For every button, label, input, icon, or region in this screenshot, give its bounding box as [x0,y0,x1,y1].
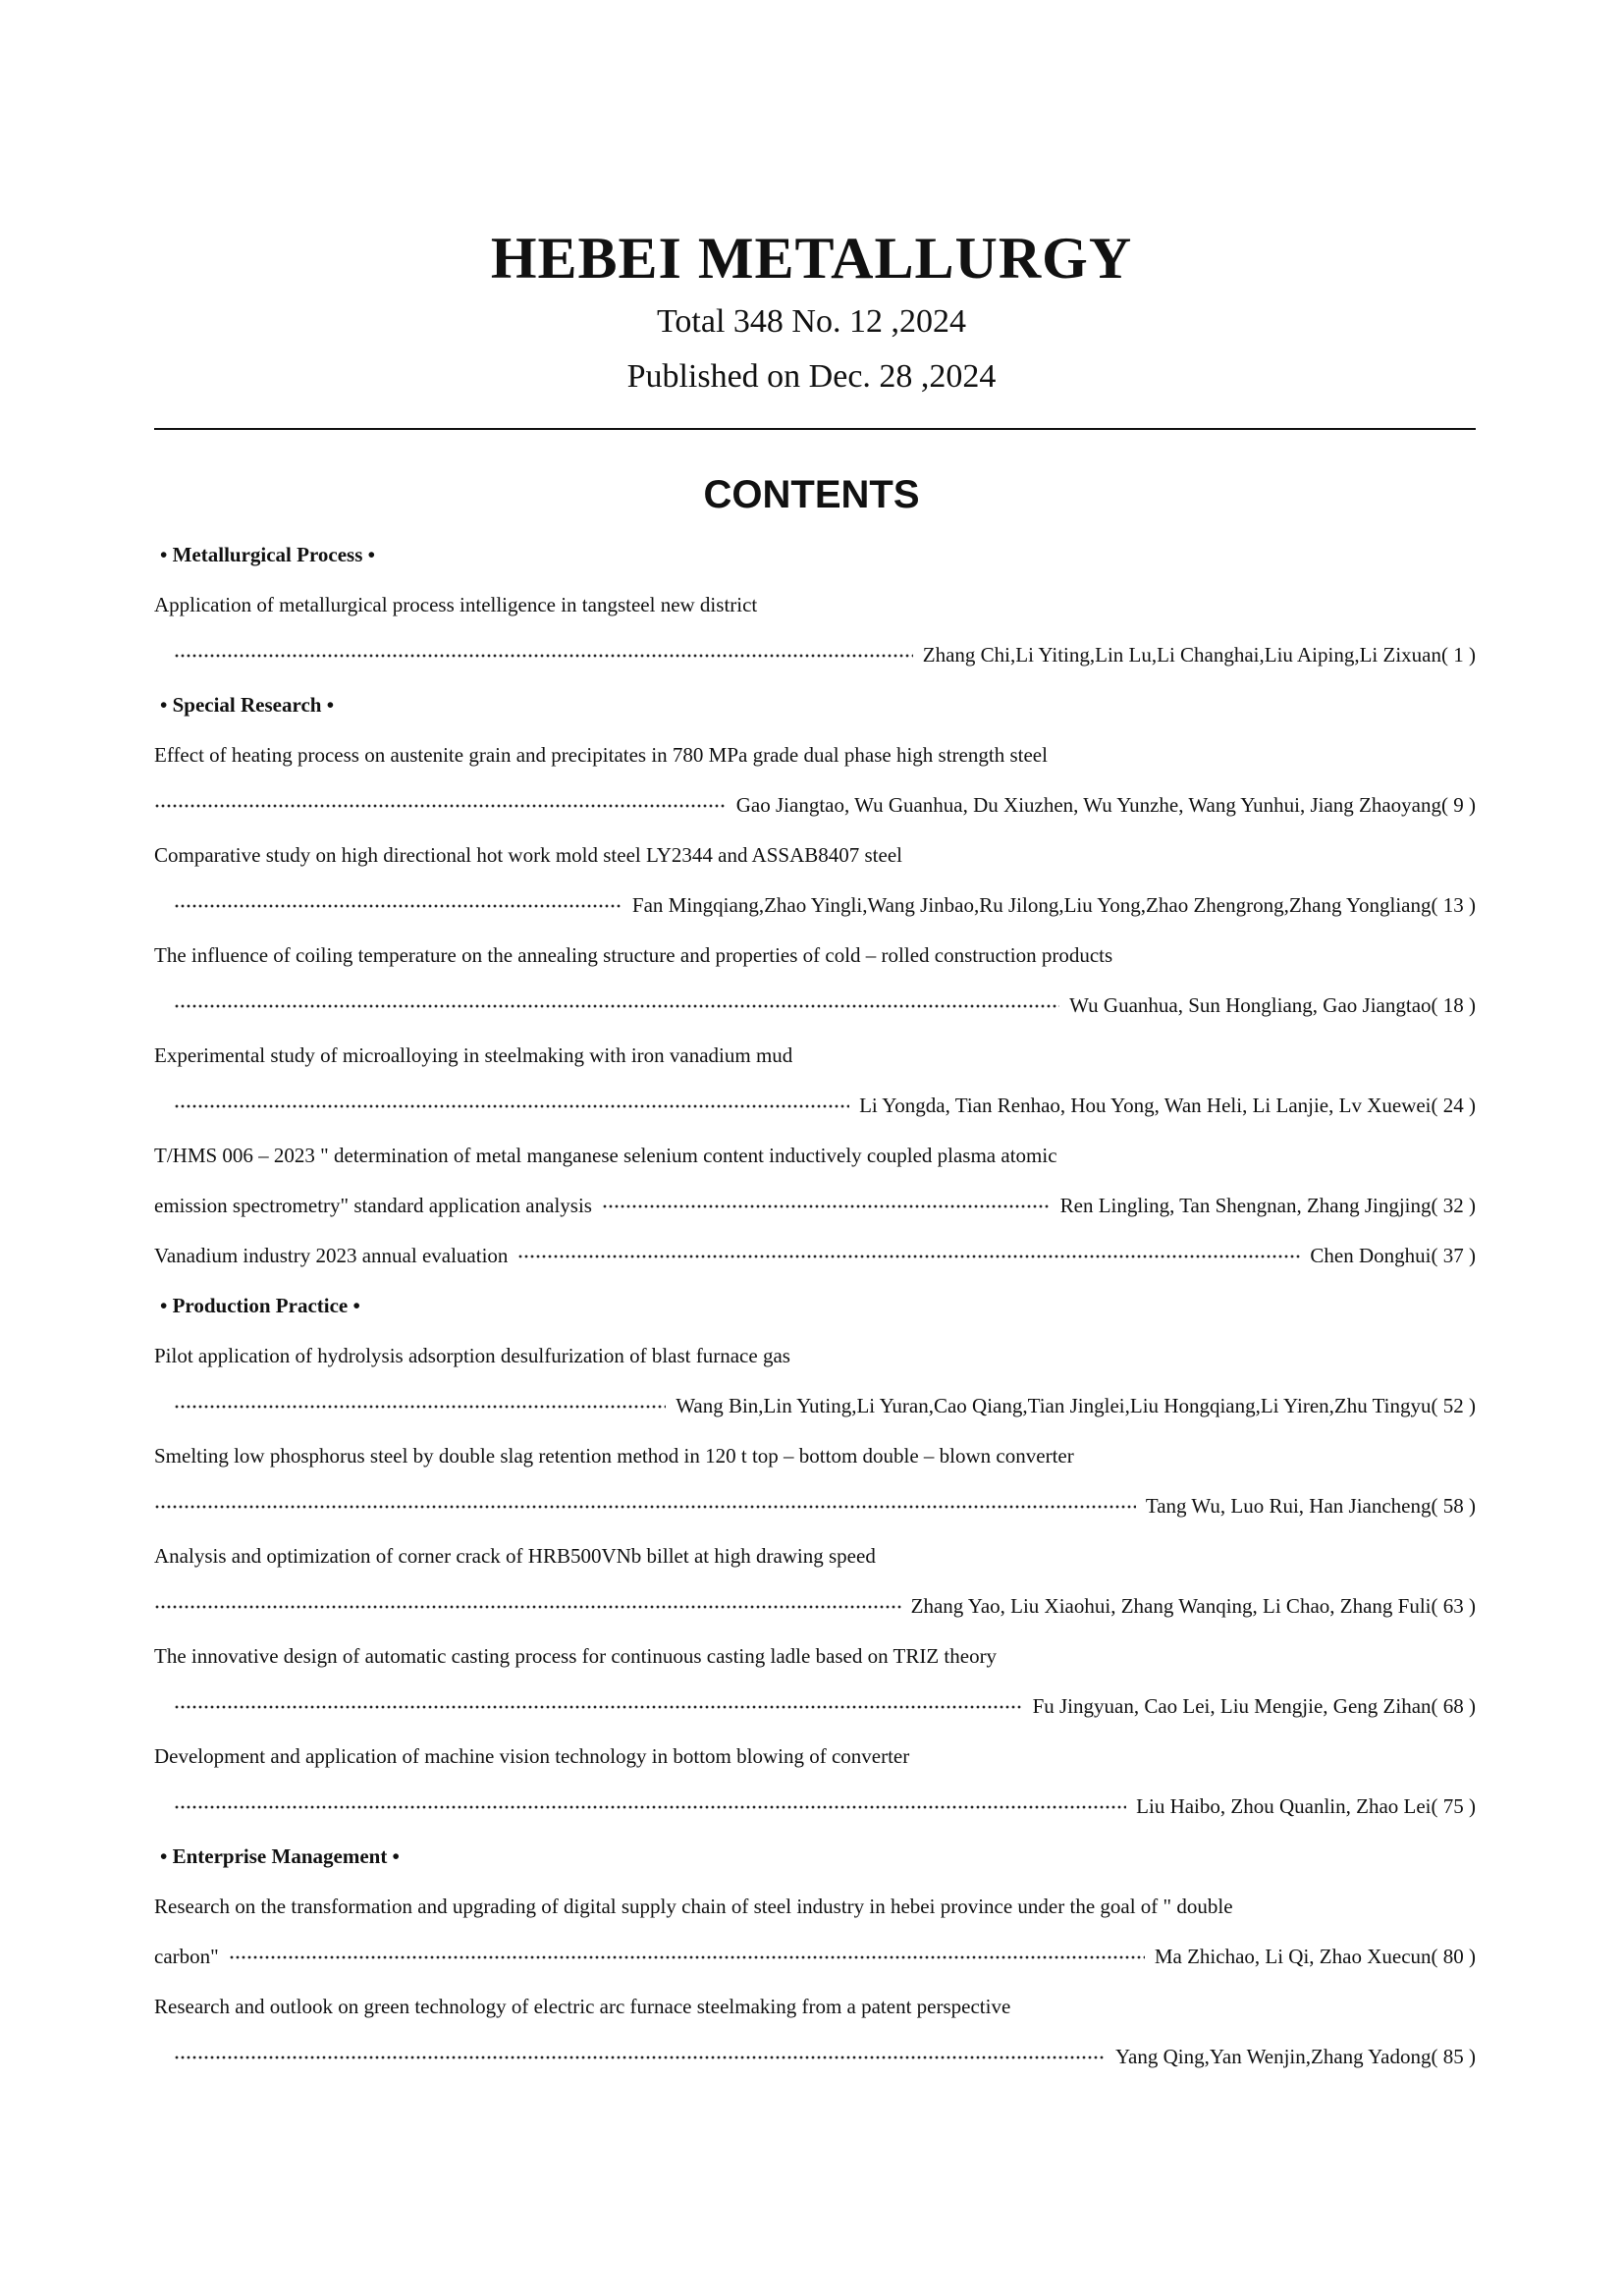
article-title-text[interactable]: Research on the transformation and upgrading of digital supply chain of steel industry in hebei province under the goal of " double [154,1895,1233,1918]
article-title[interactable] [154,1732,1476,1782]
article-title-text[interactable]: Development and application of machine vision technology in bottom blowing of converter [154,1744,910,1768]
article-title-text[interactable]: carbon" [154,1945,219,1968]
dot-leader [174,1397,666,1416]
authors-text: Fu Jingyuan, Cao Lei, Liu Mengjie, Geng Zihan( 68 ) [1032,1694,1476,1718]
dot-leader [174,896,622,916]
article-title[interactable] [154,1882,1476,1932]
article-authors [154,1581,1476,1631]
authors-text: Fan Mingqiang,Zhao Yingli,Wang Jinbao,Ru Jilong,Liu Yong,Zhao Zhengrong,Zhang Yongliang( 13 ) [631,893,1476,917]
article-title[interactable] [154,580,1476,630]
article-title-text[interactable]: Research and outlook on green technology of electric arc furnace steelmaking from a patent perspective [154,1995,1011,2018]
issue-number: Total 348 No. 12 ,2024 [657,303,966,340]
article-title[interactable] [154,1031,1476,1081]
article-title-text[interactable]: Comparative study on high directional hot work mold steel LY2344 and ASSAB8407 steel [154,843,902,867]
dot-leader [154,1497,1136,1517]
article-title[interactable] [154,1331,1476,1381]
masthead [0,224,1623,404]
dot-leader [154,1597,901,1617]
article-title-text[interactable]: emission spectrometry" standard application analysis [154,1194,592,1217]
article-title[interactable] [154,1531,1476,1581]
table-of-contents [154,530,1476,2082]
section-heading: • Enterprise Management • [160,1844,400,1868]
dot-leader [517,1247,1300,1266]
publication-date: Published on Dec. 28 ,2024 [626,358,997,395]
section-heading: • Special Research • [160,693,335,717]
article-authors [154,1081,1476,1131]
article-title-text[interactable]: Pilot application of hydrolysis adsorption desulfurization of blast furnace gas [154,1344,790,1367]
dot-leader [174,2048,1106,2067]
dot-leader [229,1948,1145,1967]
article-title[interactable] [154,1982,1476,2032]
article-title[interactable] [154,1431,1476,1481]
dot-leader [174,1797,1126,1817]
authors-text: Li Yongda, Tian Renhao, Hou Yong, Wan Heli, Li Lanjie, Lv Xuewei( 24 ) [859,1094,1476,1117]
article-authors [154,2032,1476,2082]
authors-text: Tang Wu, Luo Rui, Han Jiancheng( 58 ) [1145,1494,1476,1518]
authors-text: Chen Donghui( 37 ) [1310,1244,1476,1267]
journal-title: HEBEI METALLURGY [490,226,1133,291]
article-title[interactable] [154,730,1476,780]
article-title[interactable] [154,1631,1476,1682]
article-title-text[interactable]: Experimental study of microalloying in steelmaking with iron vanadium mud [154,1043,793,1067]
article-title-text[interactable]: Smelting low phosphorus steel by double slag retention method in 120 t top – bottom double – blown converter [154,1444,1074,1468]
article-authors [154,1481,1476,1531]
article-title[interactable] [154,1231,1476,1281]
header-rule [154,428,1476,430]
authors-text: Ma Zhichao, Li Qi, Zhao Xuecun( 80 ) [1154,1945,1476,1968]
dot-leader [174,996,1059,1016]
article-title[interactable] [154,931,1476,981]
article-title[interactable] [154,1131,1476,1181]
authors-text: Wang Bin,Lin Yuting,Li Yuran,Cao Qiang,Tian Jinglei,Liu Hongqiang,Li Yiren,Zhu Tingyu( 52 ) [676,1394,1476,1417]
authors-text: Gao Jiangtao, Wu Guanhua, Du Xiuzhen, Wu Yunzhe, Wang Yunhui, Jiang Zhaoyang( 9 ) [735,793,1476,817]
article-title-text[interactable]: The innovative design of automatic casting process for continuous casting ladle based on TRIZ theory [154,1644,998,1668]
dot-leader [174,1697,1023,1717]
article-title-text[interactable]: Analysis and optimization of corner crack of HRB500VNb billet at high drawing speed [154,1544,876,1568]
section-heading: • Production Practice • [160,1294,360,1317]
article-title-text[interactable]: T/HMS 006 – 2023 " determination of metal manganese selenium content inductively coupled plasma atomic [154,1144,1057,1167]
authors-text: Zhang Chi,Li Yiting,Lin Lu,Li Changhai,Liu Aiping,Li Zixuan( 1 ) [922,643,1476,667]
article-authors [154,881,1476,931]
article-authors [154,1782,1476,1832]
article-authors [154,981,1476,1031]
authors-text: Liu Haibo, Zhou Quanlin, Zhao Lei( 75 ) [1136,1794,1476,1818]
authors-text: Yang Qing,Yan Wenjin,Zhang Yadong( 85 ) [1114,2045,1476,2068]
authors-text: Zhang Yao, Liu Xiaohui, Zhang Wanqing, Li Chao, Zhang Fuli( 63 ) [910,1594,1476,1618]
contents-heading: CONTENTS [703,473,920,516]
authors-text: Ren Lingling, Tan Shengnan, Zhang Jingjing( 32 ) [1059,1194,1476,1217]
article-title-continued[interactable] [154,1181,1476,1231]
article-title[interactable] [154,830,1476,881]
article-title-text[interactable]: Effect of heating process on austenite grain and precipitates in 780 MPa grade dual phase high strength steel [154,743,1048,767]
article-authors [154,1381,1476,1431]
dot-leader [174,646,913,666]
article-authors [154,630,1476,680]
authors-text: Wu Guanhua, Sun Hongliang, Gao Jiangtao( 18 ) [1069,993,1476,1017]
article-title-text[interactable]: The influence of coiling temperature on the annealing structure and properties of cold – rolled construction products [154,943,1113,967]
article-title-continued[interactable] [154,1932,1476,1982]
section-heading: • Metallurgical Process • [160,543,376,566]
article-title-text[interactable]: Vanadium industry 2023 annual evaluation [154,1244,509,1267]
dot-leader [154,796,727,816]
article-authors [154,780,1476,830]
article-authors [154,1682,1476,1732]
dot-leader [174,1096,849,1116]
article-title-text[interactable]: Application of metallurgical process intelligence in tangsteel new district [154,593,758,616]
dot-leader [602,1197,1051,1216]
